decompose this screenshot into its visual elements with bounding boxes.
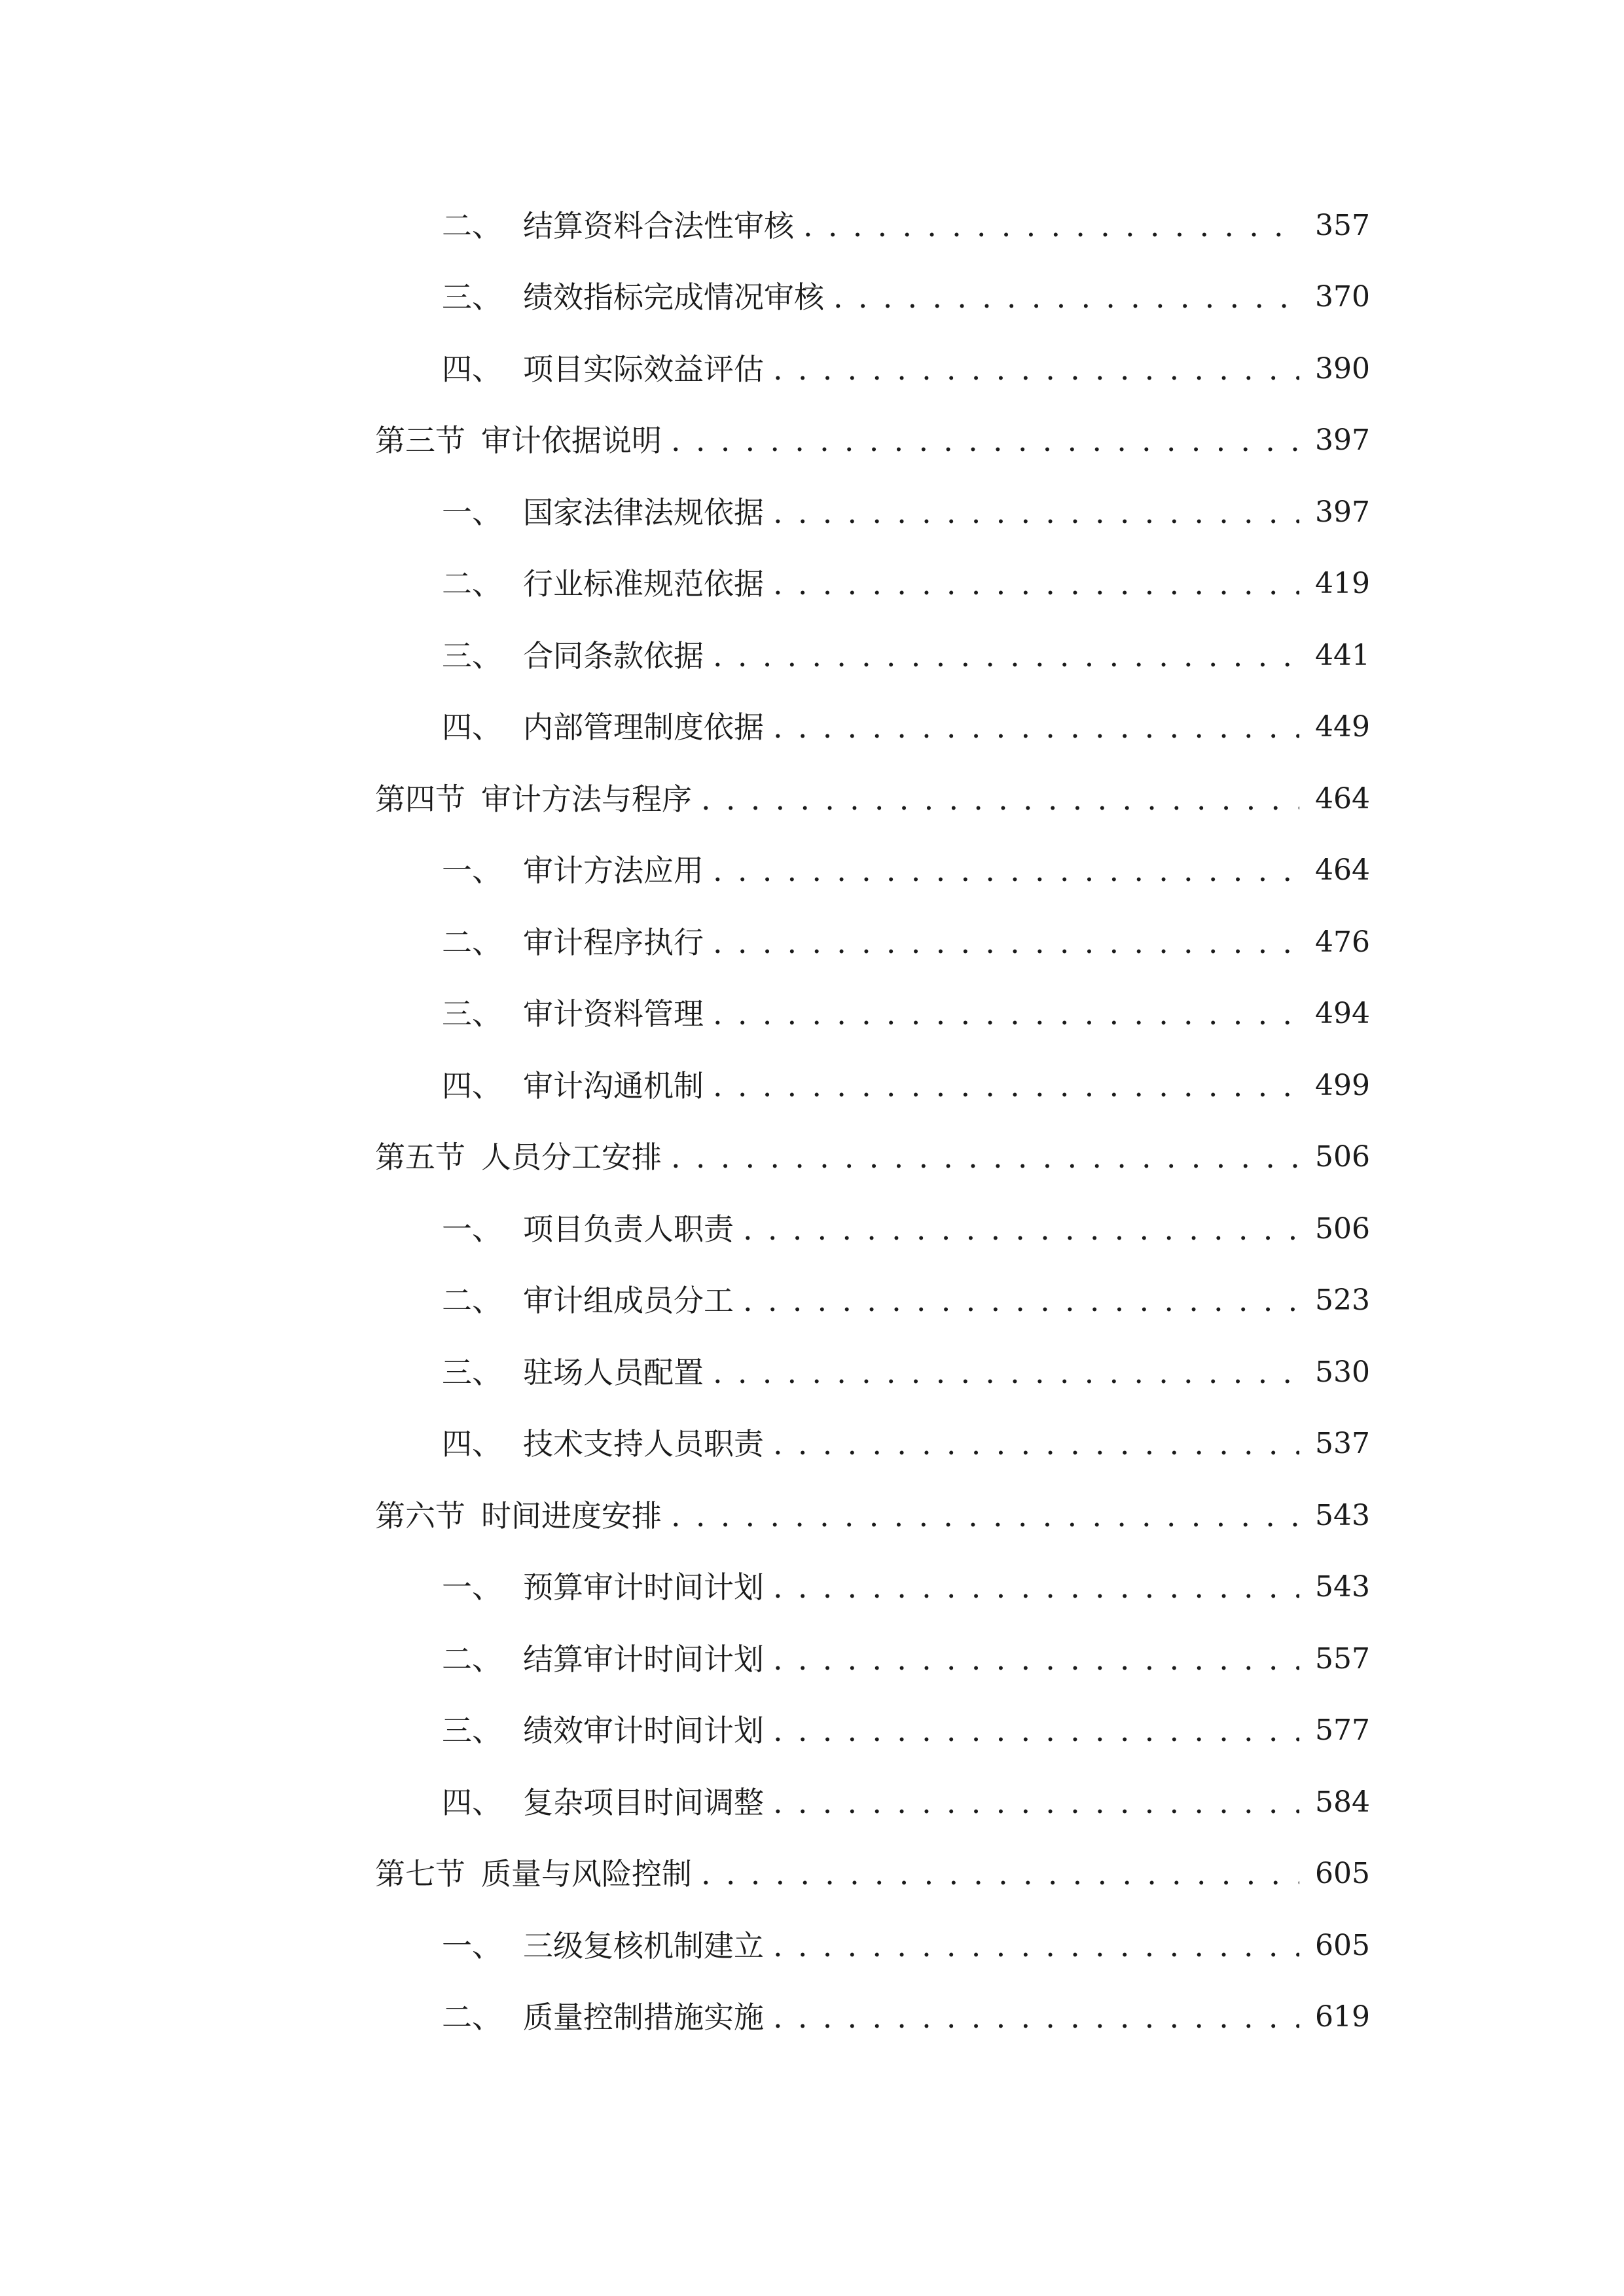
toc-dot-leader	[713, 855, 1299, 886]
toc-entry-title: 复杂项目时间调整	[523, 1784, 764, 1820]
toc-section-row[interactable]	[375, 405, 1370, 477]
table-of-contents	[375, 190, 1370, 2053]
toc-dot-leader	[773, 569, 1299, 599]
toc-entry-title: 审计沟通机制	[523, 1067, 704, 1103]
toc-entry-title: 审计组成员分工	[523, 1283, 734, 1319]
toc-page-number: 605	[1315, 1928, 1370, 1962]
toc-entry-title: 人员分工安排	[481, 1139, 662, 1175]
toc-entry-number: 三、	[442, 1354, 502, 1390]
toc-dot-leader	[671, 425, 1299, 456]
toc-subsection-row[interactable]	[375, 1695, 1370, 1767]
toc-subsection-row[interactable]	[375, 1408, 1370, 1480]
toc-page-number: 494	[1315, 997, 1370, 1031]
toc-dot-leader	[773, 1787, 1299, 1818]
toc-entry-number: 二、	[442, 1641, 502, 1677]
toc-entry-number: 一、	[442, 853, 502, 889]
toc-page-number: 441	[1315, 638, 1370, 672]
toc-entry-number: 一、	[442, 494, 502, 530]
toc-entry-title: 审计方法与程序	[481, 781, 692, 817]
toc-subsection-row[interactable]	[375, 262, 1370, 334]
toc-entry-number: 三、	[442, 996, 502, 1032]
toc-page-number: 523	[1315, 1283, 1370, 1318]
toc-page-number: 464	[1315, 781, 1370, 816]
toc-page-number: 499	[1315, 1068, 1370, 1102]
toc-subsection-row[interactable]	[375, 835, 1370, 907]
toc-page-number: 449	[1315, 710, 1370, 744]
toc-page-number: 605	[1315, 1857, 1370, 1891]
toc-page-number: 397	[1315, 423, 1370, 457]
toc-dot-leader	[773, 712, 1299, 742]
toc-entry-title: 项目实际效益评估	[523, 351, 764, 387]
toc-page-number: 390	[1315, 351, 1370, 386]
toc-entry-number: 四、	[442, 351, 502, 387]
toc-dot-leader	[701, 1859, 1299, 1889]
toc-dot-leader	[773, 497, 1299, 528]
toc-page-number: 543	[1315, 1498, 1370, 1532]
toc-entry-number: 三、	[442, 637, 502, 673]
toc-entry-title: 审计资料管理	[523, 996, 704, 1032]
toc-entry-title: 行业标准规范依据	[523, 566, 764, 602]
toc-page-number: 476	[1315, 925, 1370, 959]
toc-entry-number: 一、	[442, 1928, 502, 1964]
toc-page-number: 419	[1315, 567, 1370, 601]
toc-page-number: 506	[1315, 1211, 1370, 1246]
toc-entry-title: 绩效审计时间计划	[523, 1713, 764, 1749]
toc-entry-number: 二、	[442, 566, 502, 602]
toc-entry-title: 项目负责人职责	[523, 1211, 734, 1247]
toc-entry-number: 四、	[442, 1067, 502, 1103]
toc-entry-number: 二、	[442, 207, 502, 243]
toc-entry-title: 审计依据说明	[481, 423, 662, 459]
toc-subsection-row[interactable]	[375, 548, 1370, 620]
toc-dot-leader	[713, 1071, 1299, 1101]
toc-entry-title: 审计程序执行	[523, 924, 704, 960]
toc-section-row[interactable]	[375, 1480, 1370, 1552]
toc-section-row[interactable]	[375, 1122, 1370, 1194]
toc-page-number: 370	[1315, 280, 1370, 314]
toc-dot-leader	[773, 1644, 1299, 1674]
toc-entry-number: 四、	[442, 709, 502, 745]
toc-entry-title: 质量与风险控制	[481, 1856, 692, 1892]
toc-entry-title: 审计方法应用	[523, 853, 704, 889]
toc-entry-number: 三、	[442, 279, 502, 315]
toc-entry-number: 第六节	[375, 1498, 465, 1534]
toc-dot-leader	[713, 927, 1299, 958]
toc-entry-number: 二、	[442, 2000, 502, 2036]
toc-page-number: 619	[1315, 2000, 1370, 2034]
toc-page-number: 537	[1315, 1427, 1370, 1461]
toc-subsection-row[interactable]	[375, 978, 1370, 1050]
toc-entry-number: 四、	[442, 1426, 502, 1462]
toc-subsection-row[interactable]	[375, 1767, 1370, 1839]
toc-entry-title: 质量控制措施实施	[523, 2000, 764, 2036]
toc-dot-leader	[713, 999, 1299, 1029]
toc-entry-number: 三、	[442, 1713, 502, 1749]
toc-subsection-row[interactable]	[375, 906, 1370, 978]
toc-entry-title: 内部管理制度依据	[523, 709, 764, 745]
toc-entry-title: 绩效指标完成情况审核	[523, 279, 824, 315]
toc-subsection-row[interactable]	[375, 1623, 1370, 1695]
toc-dot-leader	[773, 1715, 1299, 1746]
toc-entry-number: 一、	[442, 1211, 502, 1247]
toc-dot-leader	[833, 282, 1299, 312]
toc-dot-leader	[743, 1285, 1299, 1316]
toc-entry-title: 驻场人员配置	[523, 1354, 704, 1390]
toc-entry-number: 第四节	[375, 781, 465, 817]
toc-page-number: 464	[1315, 853, 1370, 888]
toc-dot-leader	[773, 2002, 1299, 2032]
toc-dot-leader	[713, 1357, 1299, 1388]
toc-entry-number: 第七节	[375, 1856, 465, 1892]
toc-dot-leader	[671, 1501, 1299, 1531]
toc-page-number: 557	[1315, 1641, 1370, 1676]
toc-subsection-row[interactable]	[375, 1050, 1370, 1122]
toc-entry-number: 二、	[442, 924, 502, 960]
toc-dot-leader	[773, 1429, 1299, 1459]
toc-entry-title: 时间进度安排	[481, 1498, 662, 1534]
toc-entry-number: 二、	[442, 1283, 502, 1319]
toc-dot-leader	[671, 1142, 1299, 1172]
toc-entry-title: 三级复核机制建立	[523, 1928, 764, 1964]
toc-entry-title: 预算审计时间计划	[523, 1570, 764, 1605]
toc-dot-leader	[743, 1214, 1299, 1244]
toc-entry-number: 第三节	[375, 423, 465, 459]
toc-subsection-row[interactable]	[375, 620, 1370, 692]
toc-subsection-row[interactable]	[375, 1336, 1370, 1408]
toc-page-number: 506	[1315, 1140, 1370, 1174]
toc-subsection-row[interactable]	[375, 692, 1370, 764]
toc-subsection-row[interactable]	[375, 1910, 1370, 1982]
toc-dot-leader	[773, 1572, 1299, 1602]
toc-subsection-row[interactable]	[375, 333, 1370, 405]
toc-subsection-row[interactable]	[375, 1193, 1370, 1265]
toc-dot-leader	[773, 1931, 1299, 1961]
toc-dot-leader	[773, 354, 1299, 384]
toc-entry-title: 结算审计时间计划	[523, 1641, 764, 1677]
toc-page-number: 543	[1315, 1570, 1370, 1604]
toc-subsection-row[interactable]	[375, 1265, 1370, 1337]
toc-dot-leader	[803, 211, 1299, 241]
toc-dot-leader	[701, 784, 1299, 814]
toc-entry-number: 四、	[442, 1784, 502, 1820]
toc-entry-title: 结算资料合法性审核	[523, 207, 794, 243]
toc-page-number: 357	[1315, 208, 1370, 242]
toc-entry-number: 第五节	[375, 1139, 465, 1175]
toc-subsection-row[interactable]	[375, 476, 1370, 548]
toc-page-number: 584	[1315, 1785, 1370, 1819]
toc-entry-number: 一、	[442, 1570, 502, 1605]
toc-entry-title: 合同条款依据	[523, 637, 704, 673]
toc-subsection-row[interactable]	[375, 190, 1370, 262]
toc-section-row[interactable]	[375, 763, 1370, 835]
toc-subsection-row[interactable]	[375, 1982, 1370, 2054]
toc-section-row[interactable]	[375, 1839, 1370, 1910]
toc-subsection-row[interactable]	[375, 1552, 1370, 1624]
toc-page-number: 397	[1315, 495, 1370, 529]
toc-entry-title: 技术支持人员职责	[523, 1426, 764, 1462]
toc-page-number: 577	[1315, 1713, 1370, 1748]
toc-dot-leader	[713, 641, 1299, 671]
toc-entry-title: 国家法律法规依据	[523, 494, 764, 530]
toc-page-number: 530	[1315, 1355, 1370, 1389]
